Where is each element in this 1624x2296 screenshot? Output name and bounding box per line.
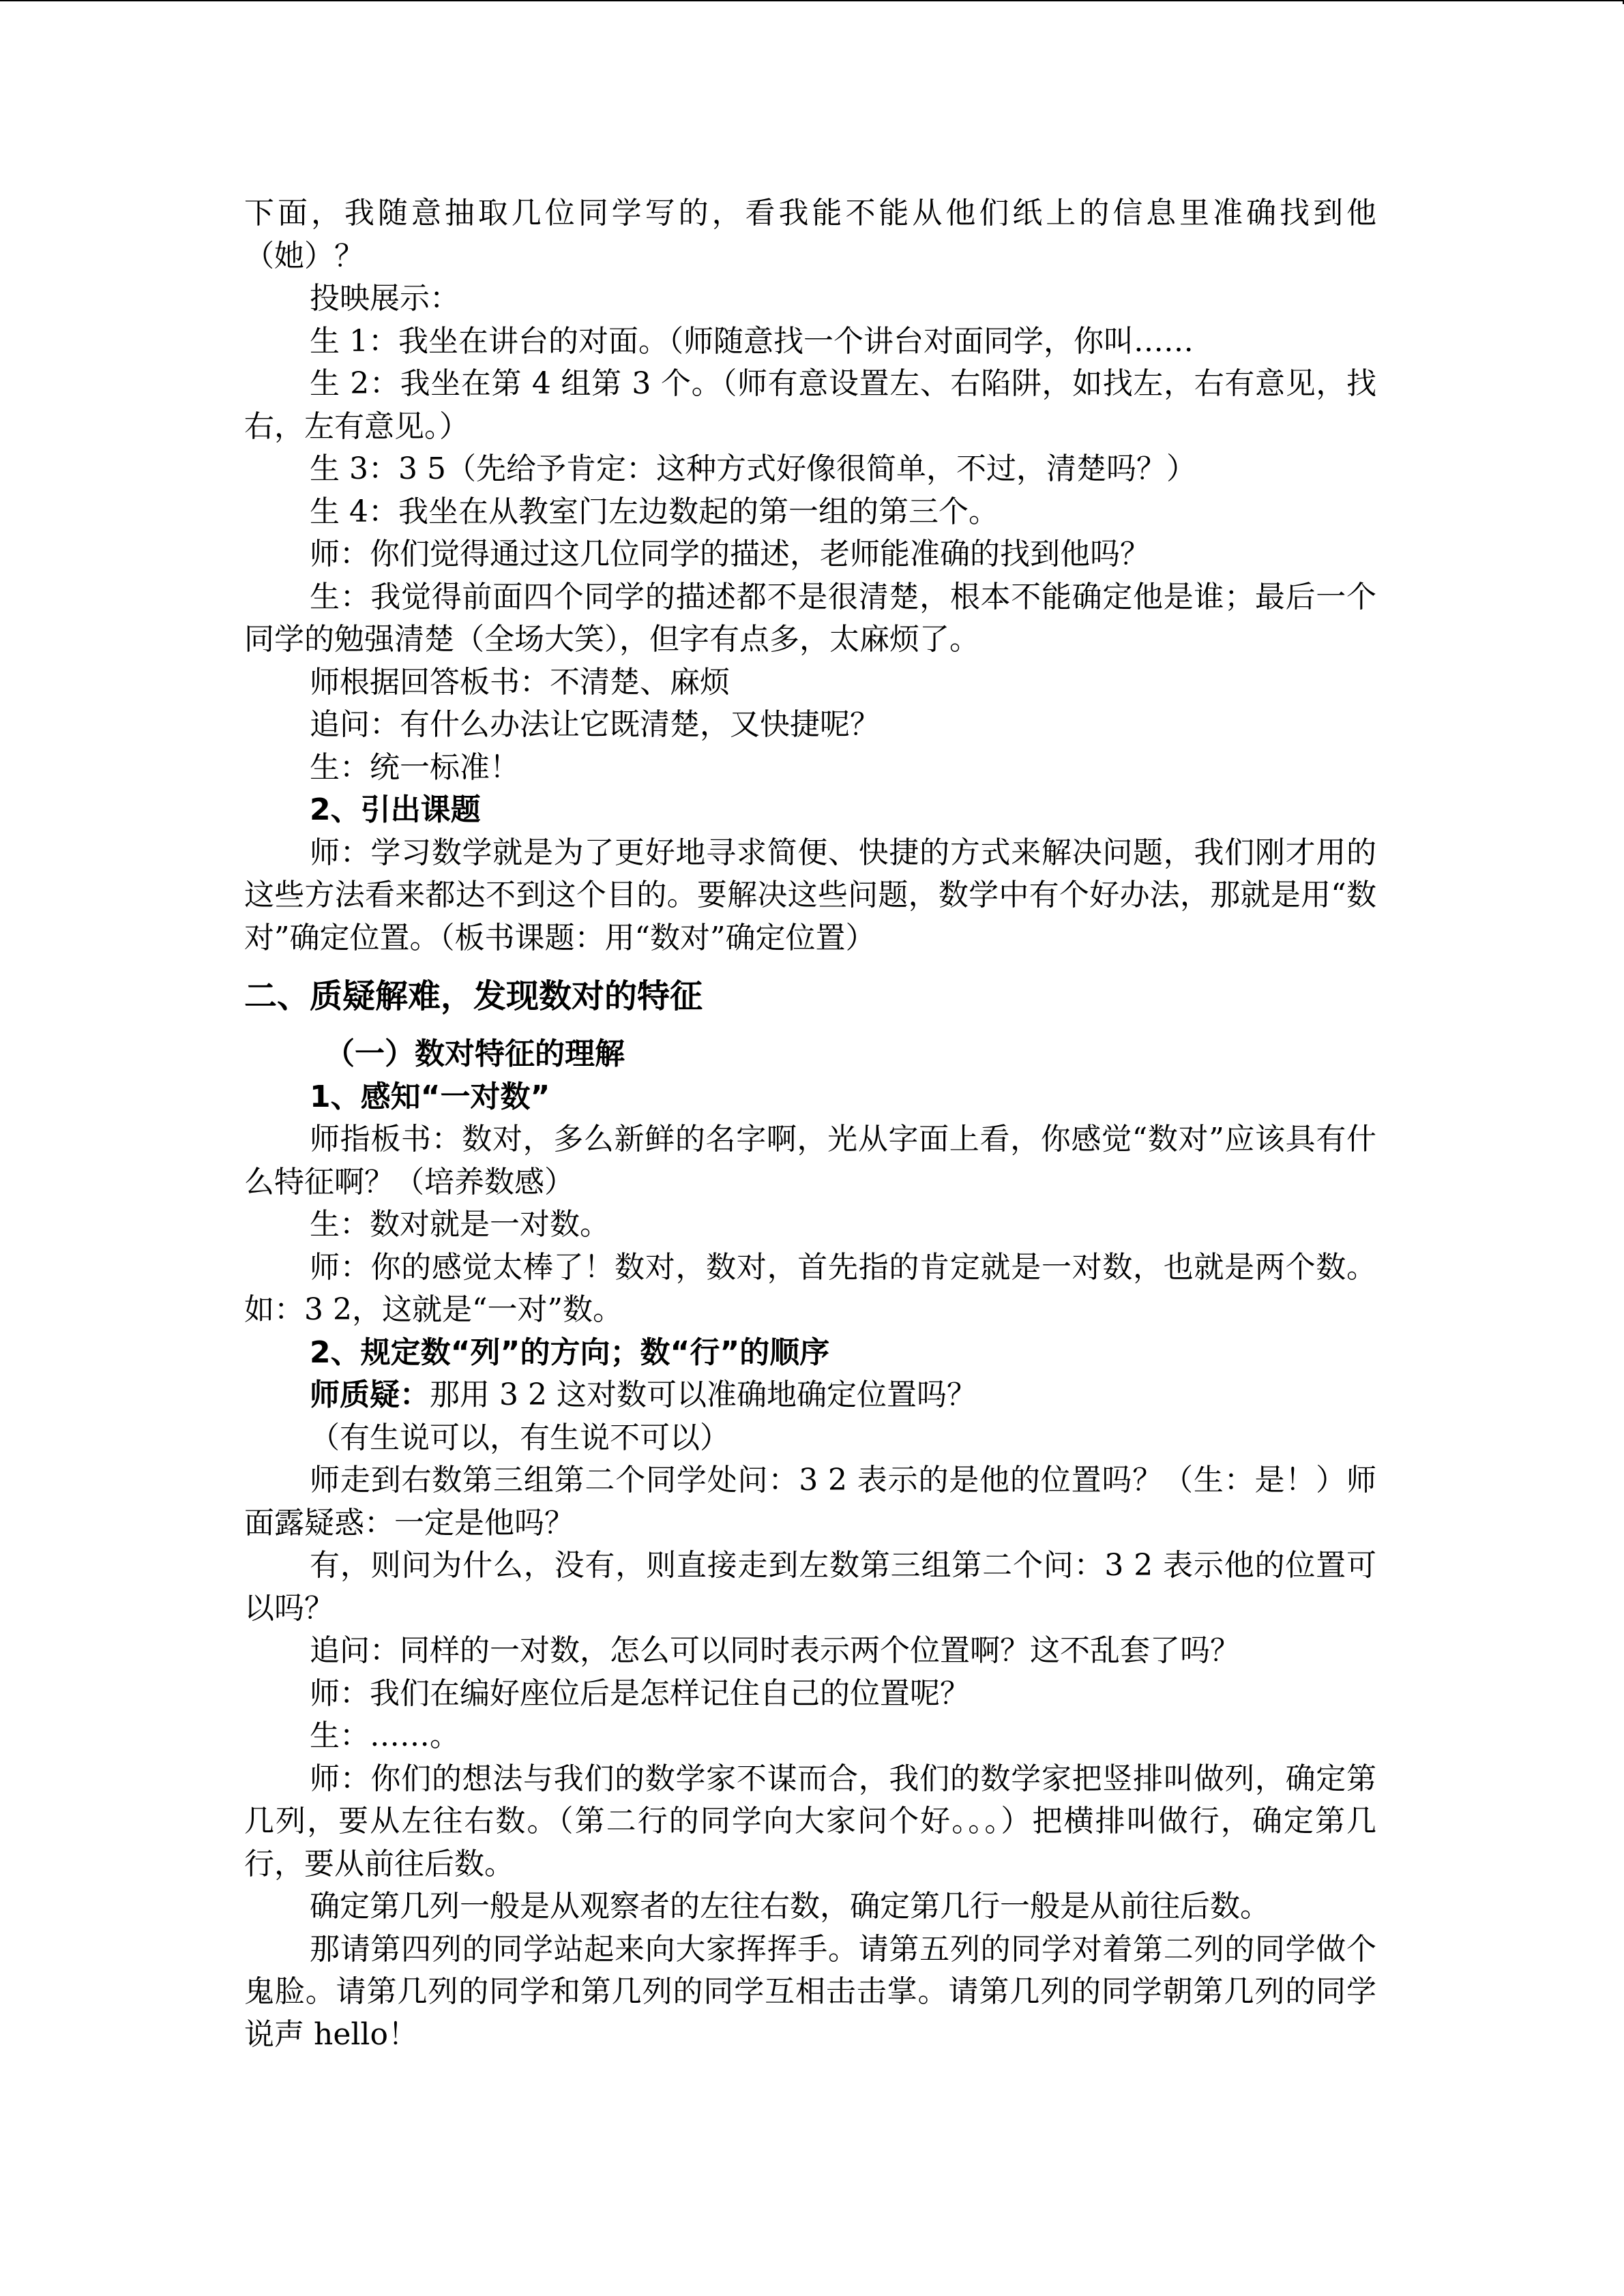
top-border-line — [0, 0, 1624, 1]
paragraph: 生 1：我坐在讲台的对面。（师随意找一个讲台对面同学，你叫…… — [310, 323, 1194, 359]
paragraph: 生：……。 — [310, 1718, 460, 1753]
paragraph: 生：统一标准！ — [310, 749, 520, 785]
paragraph: 生 2：我坐在第 4 组第 3 个。（师有意设置左、右陷阱，如找左，右有意见，找右，左有意见。） — [244, 366, 1376, 444]
section-heading: 二、质疑解难，发现数对的特征 — [244, 977, 703, 1015]
paragraph: 那请第四列的同学站起来向大家挥挥手。请第五列的同学对着第二列的同学做个鬼脸。请第几列的同学和第几列的同学互相击击掌。请第几列的同学朝第几列的同学说声 hello！ — [244, 1931, 1376, 2052]
paragraph: 师：你们的想法与我们的数学家不谋而合，我们的数学家把竖排叫做列，确定第几列，要从左往右数。（第二行的同学向大家问个好。。。）把横排叫做行，确定第几行，要从前往后数。 — [244, 1761, 1376, 1881]
subheading-level2: 2、规定数“列”的方向；数“行”的顺序 — [310, 1335, 830, 1370]
paragraph: 师：学习数学就是为了更好地寻求简便、快捷的方式来解决问题，我们刚才用的这些方法看来都达不到这个目的。要解决这些问题，数学中有个好办法，那就是用“数对”确定位置。（板书课题：用“数对”确定位置） — [244, 835, 1376, 955]
question-text: 那用 3 2 这对数可以准确地确定位置吗？ — [430, 1377, 977, 1412]
question-label: 师质疑： — [310, 1377, 430, 1412]
document-page — [244, 192, 1376, 2056]
paragraph: 追问：同样的一对数，怎么可以同时表示两个位置啊？这不乱套了吗？ — [310, 1633, 1240, 1668]
paragraph: 下面，我随意抽取几位同学写的，看我能不能从他们纸上的信息里准确找到他（她）？ — [244, 196, 1376, 273]
paragraph: 师：你的感觉太棒了！数对，数对，首先指的肯定就是一对数，也就是两个数。如：3 2，这就是“一对”数。 — [244, 1249, 1376, 1327]
paragraph-question — [244, 1374, 1376, 1417]
paragraph: 师：你们觉得通过这几位同学的描述，老师能准确的找到他吗？ — [310, 537, 1150, 571]
paragraph: 师根据回答板书：不清楚、麻烦 — [310, 664, 730, 700]
paragraph: 有，则问为什么，没有，则直接走到左数第三组第二个问：3 2 表示他的位置可以吗？ — [244, 1548, 1376, 1626]
paragraph: 投映展示： — [310, 281, 460, 316]
paragraph: 生 4：我坐在从教室门左边数起的第一组的第三个。 — [310, 494, 999, 529]
paragraph: 生：数对就是一对数。 — [310, 1207, 610, 1242]
paragraph: （有生说可以，有生说不可以） — [310, 1420, 730, 1455]
paragraph: 师指板书：数对，多么新鲜的名字啊，光从字面上看，你感觉“数对”应该具有什么特征啊？（培养数感） — [244, 1122, 1376, 1199]
paragraph: 生：我觉得前面四个同学的描述都不是很清楚，根本不能确定他是谁；最后一个同学的勉强清楚（全场大笑），但字有点多，太麻烦了。 — [244, 579, 1376, 657]
paragraph: 生 3：3 5（先给予肯定：这种方式好像很简单，不过，清楚吗？） — [310, 451, 1196, 486]
subheading-level2: 1、感知“一对数” — [310, 1079, 550, 1114]
paragraph: 追问：有什么办法让它既清楚，又快捷呢？ — [310, 707, 880, 742]
paragraph: 师：我们在编好座位后是怎样记住自己的位置呢？ — [310, 1675, 970, 1711]
subheading-intro: 2、引出课题 — [310, 792, 481, 827]
paragraph: 师走到右数第三组第二个同学处问：3 2 表示的是他的位置吗？（生：是！）师面露疑惑：一定是他吗？ — [244, 1463, 1376, 1540]
subheading-level1: （一）数对特征的理解 — [325, 1037, 625, 1071]
paragraph: 确定第几列一般是从观察者的左往右数，确定第几行一般是从前往后数。 — [310, 1889, 1270, 1924]
